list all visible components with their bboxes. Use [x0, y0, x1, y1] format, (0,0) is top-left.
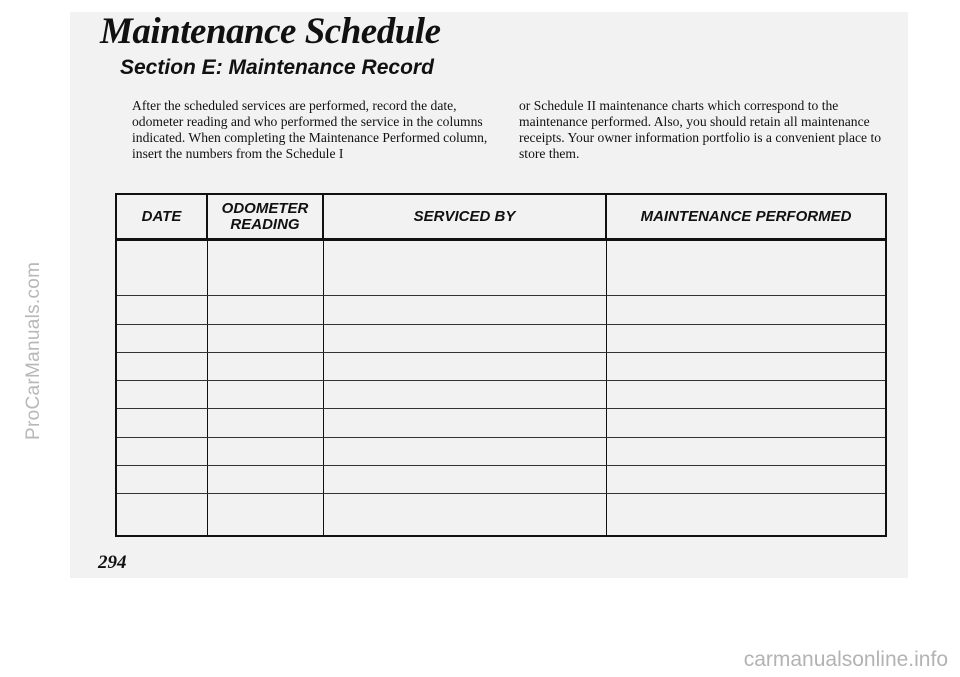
cell-odometer — [207, 240, 323, 296]
cell-date — [116, 465, 207, 493]
cell-serviced-by — [323, 296, 606, 324]
cell-date — [116, 409, 207, 437]
cell-odometer — [207, 437, 323, 465]
table-row — [116, 352, 886, 380]
cell-serviced-by — [323, 381, 606, 409]
cell-maintenance — [606, 240, 886, 296]
table-row — [116, 324, 886, 352]
header-odometer-line1: ODOMETER — [221, 199, 309, 217]
page-number: 294 — [98, 552, 127, 573]
cell-maintenance — [606, 409, 886, 437]
cell-serviced-by — [323, 409, 606, 437]
maintenance-record-table — [115, 193, 887, 537]
table-header-row — [116, 194, 886, 240]
cell-serviced-by — [323, 324, 606, 352]
cell-odometer — [207, 494, 323, 536]
intro-text — [132, 98, 892, 162]
cell-maintenance — [606, 352, 886, 380]
cell-serviced-by — [323, 240, 606, 296]
side-watermark: ProCarManuals.com — [23, 261, 44, 440]
table-row — [116, 296, 886, 324]
bottom-watermark: carmanualsonline.info — [743, 648, 948, 671]
cell-serviced-by — [323, 437, 606, 465]
header-odometer-reading — [207, 194, 323, 240]
page-title: Maintenance Schedule — [100, 11, 441, 52]
table-row — [116, 465, 886, 493]
cell-odometer — [207, 324, 323, 352]
cell-maintenance — [606, 296, 886, 324]
cell-date — [116, 381, 207, 409]
cell-date — [116, 324, 207, 352]
cell-maintenance — [606, 494, 886, 536]
intro-column-right: or Schedule II maintenance charts which correspond to the maintenance performed. Also, you should retain all maintenance receipts. Your owner information portfolio is a convenient place to store them. — [519, 98, 882, 161]
table-row — [116, 381, 886, 409]
cell-odometer — [207, 409, 323, 437]
cell-date — [116, 296, 207, 324]
cell-maintenance — [606, 437, 886, 465]
section-heading: Section E: Maintenance Record — [120, 56, 434, 79]
table-row — [116, 437, 886, 465]
cell-odometer — [207, 352, 323, 380]
table-body — [116, 240, 886, 537]
cell-serviced-by — [323, 352, 606, 380]
cell-serviced-by — [323, 494, 606, 536]
intro-column-left: After the scheduled services are performed, record the date, odometer reading and who performed the service in the columns indicated. When completing the Maintenance Performed column, insert the numbers from the Schedule I — [132, 98, 488, 161]
cell-serviced-by — [323, 465, 606, 493]
cell-date — [116, 437, 207, 465]
table-row — [116, 494, 886, 536]
cell-maintenance — [606, 324, 886, 352]
table-row — [116, 409, 886, 437]
cell-date — [116, 240, 207, 296]
header-serviced-by: SERVICED BY — [323, 194, 606, 240]
header-date: DATE — [116, 194, 207, 240]
cell-maintenance — [606, 381, 886, 409]
cell-odometer — [207, 465, 323, 493]
cell-date — [116, 352, 207, 380]
table-row — [116, 240, 886, 296]
cell-odometer — [207, 296, 323, 324]
header-odometer-line2: READING — [230, 215, 300, 233]
header-maintenance-performed: MAINTENANCE PERFORMED — [606, 194, 886, 240]
cell-maintenance — [606, 465, 886, 493]
cell-odometer — [207, 381, 323, 409]
cell-date — [116, 494, 207, 536]
